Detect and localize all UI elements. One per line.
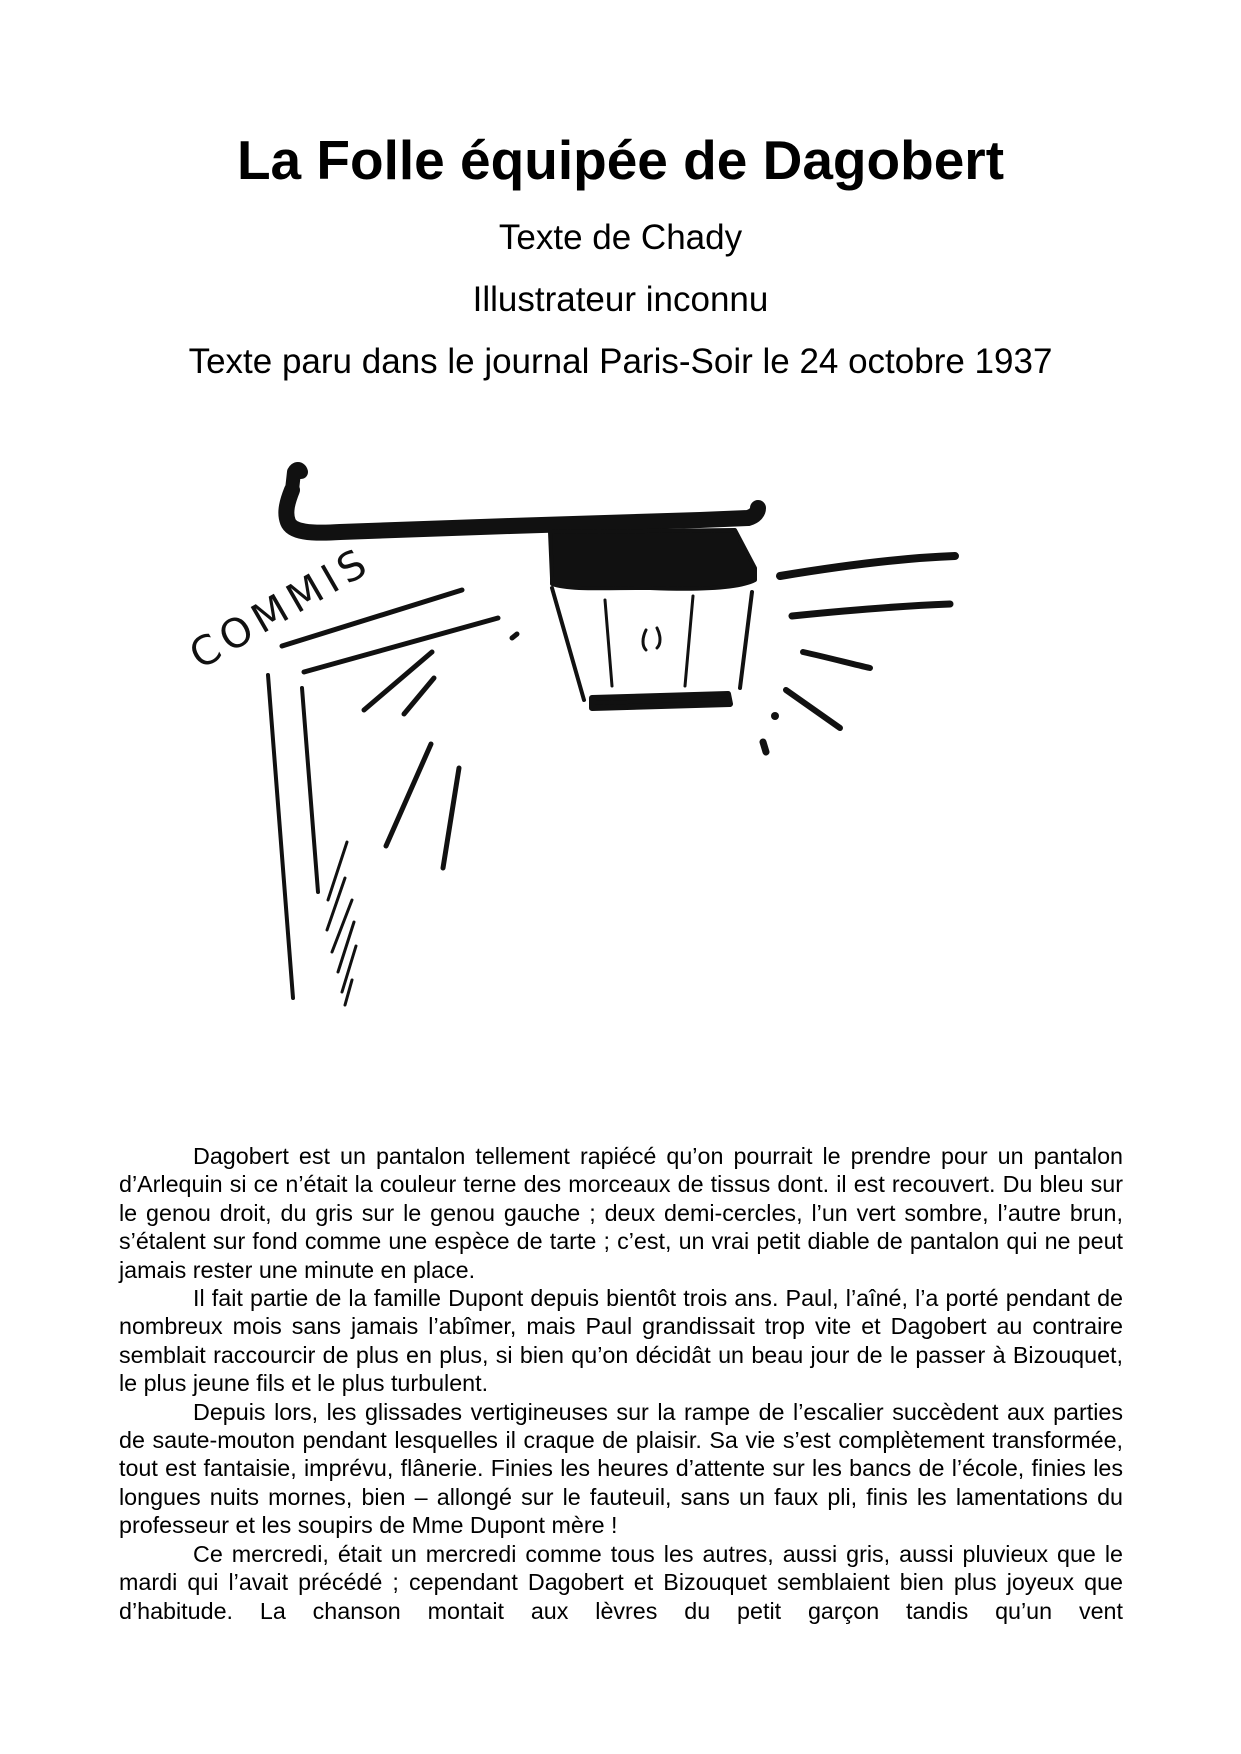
wall-line bbox=[268, 675, 293, 998]
lantern-top bbox=[550, 530, 755, 589]
sign-text: COMMIS bbox=[182, 538, 380, 679]
paragraph: Depuis lors, les glissades vertigineuses sur la rampe de l’escalier succèdent aux parties de saute-mouton pendant lesquelles il craque de plaisir. Sa vie s’est complètement transformée, tout est fantaisie, imprévu, flânerie. Finies les heures d’attente sur les bancs de l’école, finies les longues nuits mornes, bien – allongé sur le fauteuil, sans un faux pli, finis les lamentations du professeur et les soupirs de Mme Dupont mère ! bbox=[119, 1398, 1123, 1539]
illustrator-line: Illustrateur inconnu bbox=[472, 280, 769, 319]
article-body bbox=[119, 1142, 1123, 1625]
paragraph: Ce mercredi, était un mercredi comme tous les autres, aussi gris, aussi pluvieux que le mardi qui l’avait précédé ; cependant Dagobert et Bizouquet semblaient bien plus joyeux que d’habitude. La chanson montait aux lèvres du petit garçon tandis qu’un vent bbox=[119, 1540, 1123, 1624]
author-line: Texte de Chady bbox=[498, 218, 743, 257]
wall-line bbox=[302, 688, 318, 892]
document-title: La Folle équipée de Dagobert bbox=[236, 129, 1005, 191]
lantern-bracket bbox=[286, 490, 758, 533]
lantern-base bbox=[592, 694, 730, 708]
paragraph: Dagobert est un pantalon tellement rapiécé qu’on pourrait le prendre pour un pantalon d’Arlequin si ce n’était la couleur terne des morceaux de tissus dont. il est recouvert. Du bleu sur le genou droit, du gris sur le genou gauche ; deux demi-cercles, l’un vert sombre, l’autre brun, s’étalent sur fond comme une espèce de tarte ; c’est, un vrai petit diable de pantalon qui ne peut jamais rester une minute en place. bbox=[119, 1143, 1123, 1283]
publication-line: Texte paru dans le journal Paris-Soir le 24 octobre 1937 bbox=[188, 342, 1053, 381]
paragraph: Il fait partie de la famille Dupont depuis bientôt trois ans. Paul, l’aîné, l’a porté pendant de nombreux mois sans jamais l’abîmer, mais Paul grandissait trop vite et Dagobert au contraire semblait raccourcir de plus en plus, si bien qu’on décidât un beau jour de le passer à Bizouquet, le plus jeune fils et le plus turbulent. bbox=[119, 1285, 1123, 1397]
lantern-illustration bbox=[180, 460, 1080, 1060]
